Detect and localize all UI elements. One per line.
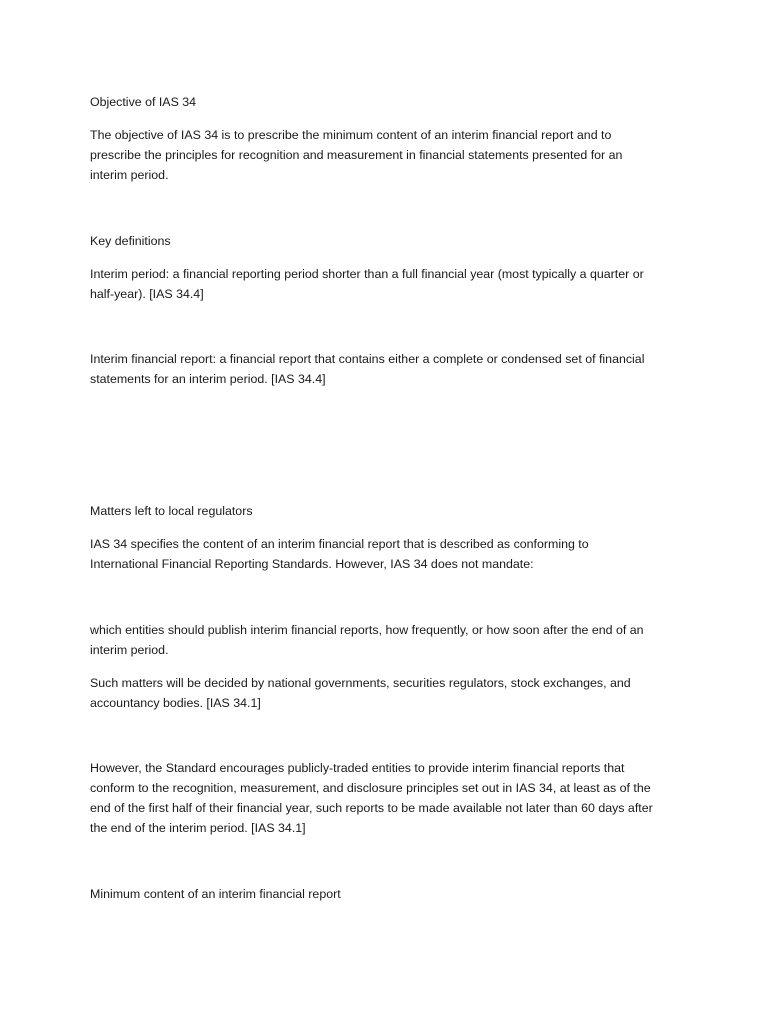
mandate-list-line: interim period. [90,643,169,657]
local-regulators-body-line: IAS 34 specifies the content of an interim financial report that is described as conforming to [90,537,589,551]
encouragement-line: However, the Standard encourages publicly-traded entities to provide interim financial reports that [90,761,625,775]
matters-decided-line: accountancy bodies. [IAS 34.1] [90,696,261,710]
interim-report-definition-line: Interim financial report: a financial report that contains either a complete or condensed set of financial [90,352,645,366]
key-definitions-heading: Key definitions [90,234,171,248]
local-regulators-body-line: International Financial Reporting Standards. However, IAS 34 does not mandate: [90,557,534,571]
objective-body-line: interim period. [90,168,169,182]
objective-body-line: prescribe the principles for recognition and measurement in financial statements presented for an [90,148,623,162]
interim-report-definition-line: statements for an interim period. [IAS 34.4] [90,372,326,386]
objective-heading: Objective of IAS 34 [90,95,197,109]
encouragement-line: conform to the recognition, measurement, and disclosure principles set out in IAS 34, at least as of the [90,781,651,795]
interim-period-definition-line: Interim period: a financial reporting period shorter than a full financial year (most typically a quarter or [90,267,644,281]
encouragement-line: end of the first half of their financial year, such reports to be made available not later than 60 days after [90,801,653,815]
objective-body-line: The objective of IAS 34 is to prescribe the minimum content of an interim financial report and to [90,128,612,142]
minimum-content-heading: Minimum content of an interim financial report [90,887,341,901]
interim-period-definition-line: half-year). [IAS 34.4] [90,287,204,301]
encouragement-line: the end of the interim period. [IAS 34.1] [90,821,306,835]
local-regulators-heading: Matters left to local regulators [90,504,253,518]
mandate-list-line: which entities should publish interim financial reports, how frequently, or how soon after the end of an [90,623,644,637]
matters-decided-line: Such matters will be decided by national governments, securities regulators, stock exchanges, and [90,676,631,690]
